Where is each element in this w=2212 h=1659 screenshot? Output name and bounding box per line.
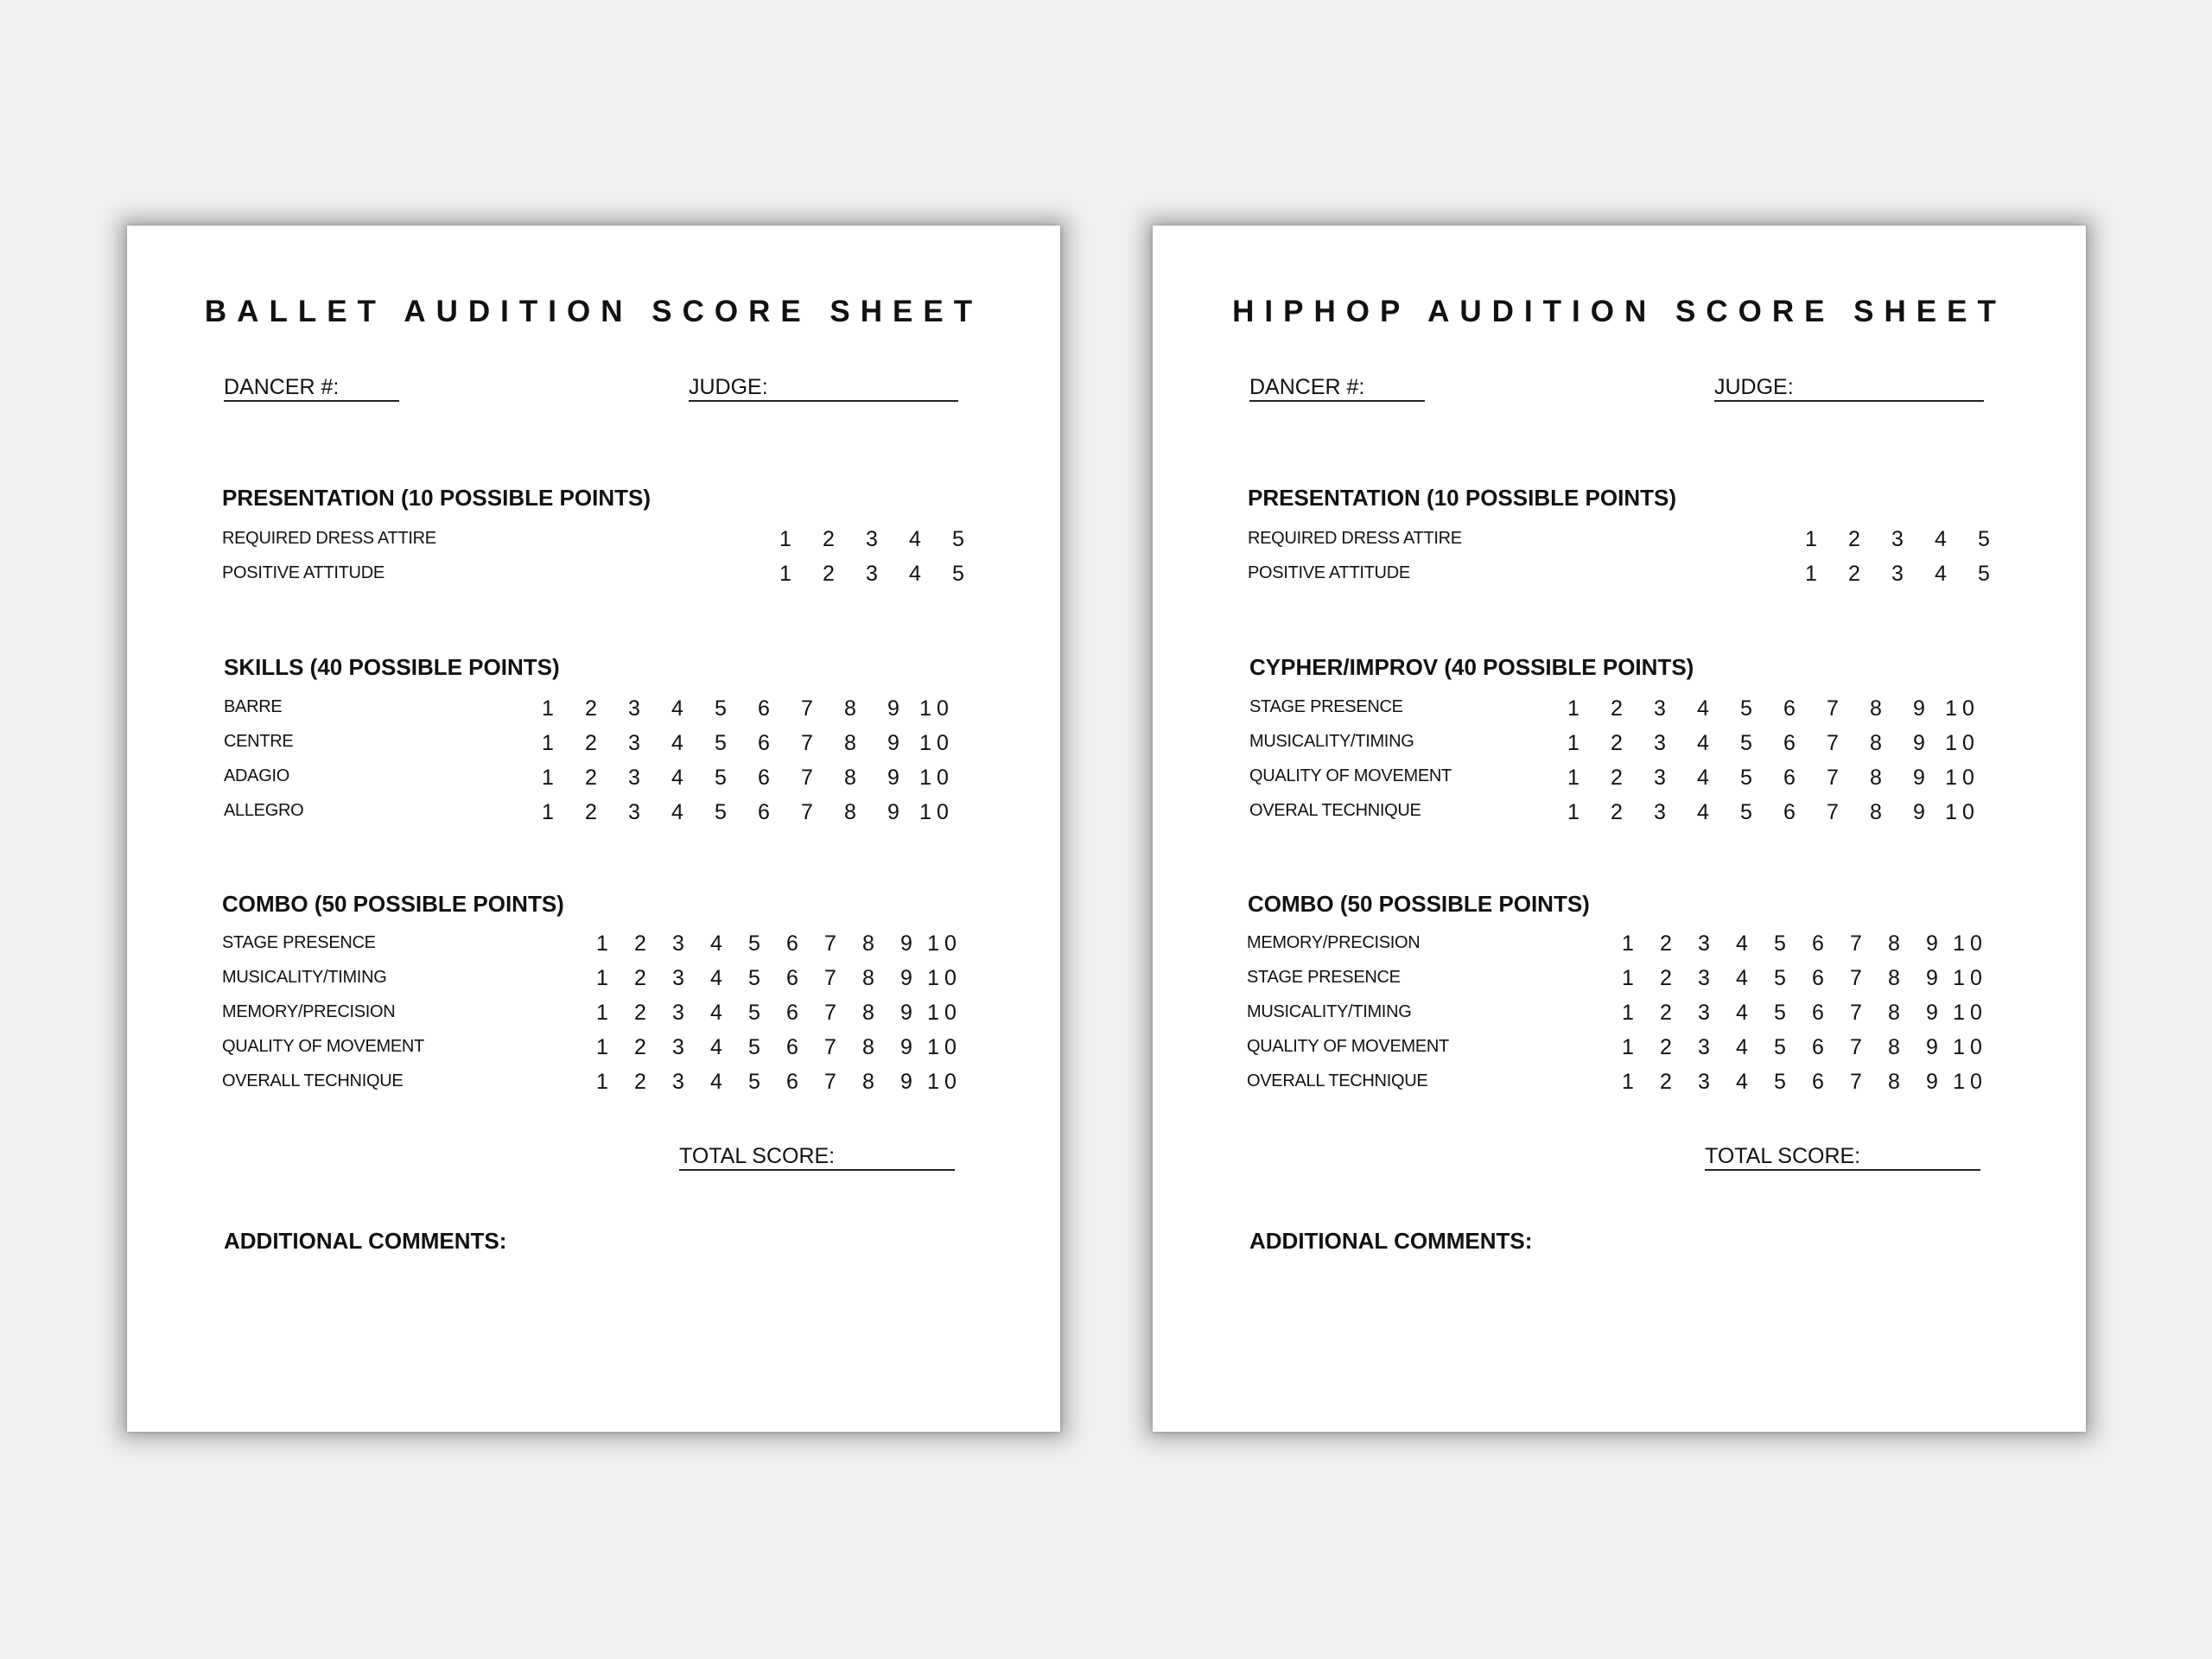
score-option[interactable]: 8 [862,1035,874,1059]
score-option[interactable]: 7 [1827,731,1839,755]
score-option[interactable]: 2 [1611,766,1623,790]
score-option[interactable]: 4 [909,562,921,586]
row-label: OVERALL TECHNIQUE [222,1071,404,1090]
additional-comments-area[interactable] [1249,1262,1989,1401]
row-label: STAGE PRESENCE [1249,697,1403,716]
section-heading-presentation: PRESENTATION (10 POSSIBLE POINTS) [1248,485,1676,511]
score-option[interactable]: 1 [596,1001,608,1025]
score-scale-row[interactable] [583,1070,963,1094]
score-option[interactable]: 8 [862,966,874,990]
score-option[interactable]: 3 [1698,931,1710,956]
score-option[interactable]: 8 [1888,931,1900,956]
score-option[interactable]: 5 [952,527,964,551]
score-option[interactable]: 9 [1913,766,1925,790]
judge-label: JUDGE: [689,375,768,399]
score-option[interactable]: 4 [710,1001,722,1025]
score-option[interactable]: 1 [1805,527,1817,551]
score-option[interactable]: 1 [1622,966,1634,990]
score-scale-row[interactable] [526,766,958,790]
judge-field[interactable] [689,374,958,402]
score-scale-row[interactable] [764,527,980,551]
score-option[interactable]: 10 [927,1035,962,1059]
score-option[interactable]: 1 [779,527,791,551]
score-option[interactable]: 2 [1660,1070,1672,1094]
score-option[interactable]: 9 [900,1035,912,1059]
score-option[interactable]: 9 [1913,800,1925,824]
score-option[interactable]: 6 [1783,766,1796,790]
score-option[interactable]: 9 [1926,1070,1938,1094]
score-option[interactable]: 1 [1805,562,1817,586]
score-option[interactable]: 1 [596,931,608,956]
score-option[interactable]: 2 [1848,562,1860,586]
additional-comments-label: ADDITIONAL COMMENTS: [1249,1228,1533,1254]
score-option[interactable]: 4 [710,1035,722,1059]
score-option[interactable]: 7 [824,1070,836,1094]
score-option[interactable]: 8 [1888,1001,1900,1025]
score-option[interactable]: 9 [887,766,899,790]
score-option[interactable]: 8 [1888,1070,1900,1094]
score-option[interactable]: 5 [1740,731,1752,755]
score-option[interactable]: 8 [862,1001,874,1025]
score-option[interactable]: 10 [1953,931,1987,956]
score-option[interactable]: 5 [1740,800,1752,824]
score-option[interactable]: 2 [585,696,597,721]
score-option[interactable]: 5 [952,562,964,586]
score-scale-row[interactable] [1609,966,1989,990]
score-option[interactable]: 10 [919,766,954,790]
score-option[interactable]: 5 [1978,527,1990,551]
score-option[interactable]: 9 [900,1070,912,1094]
score-scale-row[interactable] [1789,527,2005,551]
score-option[interactable]: 8 [844,766,856,790]
score-option[interactable]: 10 [1953,1070,1987,1094]
score-scale-row[interactable] [1552,800,1984,824]
score-option[interactable]: 5 [1774,966,1786,990]
score-option[interactable]: 1 [542,696,554,721]
row-label: QUALITY OF MOVEMENT [1249,766,1452,785]
score-option[interactable]: 9 [900,1001,912,1025]
score-option[interactable]: 5 [748,966,760,990]
score-option[interactable]: 8 [1870,766,1882,790]
score-option[interactable]: 2 [823,527,835,551]
score-option[interactable]: 5 [1774,931,1786,956]
score-scale-row[interactable] [1552,731,1984,755]
score-option[interactable]: 2 [634,1070,646,1094]
score-scale-row[interactable] [1552,696,1984,721]
score-option[interactable]: 4 [1697,766,1709,790]
row-label: POSITIVE ATTITUDE [1248,563,1410,582]
score-option[interactable]: 7 [1827,696,1839,721]
judge-field[interactable] [1714,374,1984,402]
score-option[interactable]: 7 [1850,931,1862,956]
score-option[interactable]: 9 [887,696,899,721]
score-option[interactable]: 3 [672,1001,684,1025]
score-option[interactable]: 10 [919,696,954,721]
score-option[interactable]: 7 [1827,800,1839,824]
score-option[interactable]: 4 [1935,562,1947,586]
score-option[interactable]: 2 [585,731,597,755]
score-option[interactable]: 7 [1850,1070,1862,1094]
score-option[interactable]: 4 [1736,931,1748,956]
score-option[interactable]: 3 [628,800,640,824]
page-title: HIPHOP AUDITION SCORE SHEET [1232,295,2006,328]
score-option[interactable]: 9 [1926,1035,1938,1059]
score-scale-row[interactable] [764,562,980,586]
score-option[interactable]: 4 [1935,527,1947,551]
score-option[interactable]: 2 [1660,966,1672,990]
score-option[interactable]: 9 [900,931,912,956]
score-option[interactable]: 2 [1660,1001,1672,1025]
section-heading-combo: COMBO (50 POSSIBLE POINTS) [1248,891,1590,917]
score-option[interactable]: 5 [1774,1070,1786,1094]
score-option[interactable]: 9 [1926,966,1938,990]
score-option[interactable]: 2 [1611,731,1623,755]
score-option[interactable]: 10 [1945,800,1980,824]
additional-comments-area[interactable] [224,1262,963,1401]
score-option[interactable]: 8 [862,1070,874,1094]
score-option[interactable]: 3 [1654,766,1666,790]
score-scale-row[interactable] [1609,1035,1989,1059]
score-option[interactable]: 2 [1848,527,1860,551]
score-option[interactable]: 4 [710,966,722,990]
score-option[interactable]: 5 [1774,1001,1786,1025]
score-option[interactable]: 10 [919,731,954,755]
score-option[interactable]: 4 [909,527,921,551]
score-option[interactable]: 5 [748,1070,760,1094]
hiphop-score-sheet [1153,226,2086,1432]
score-option[interactable]: 1 [779,562,791,586]
row-label: STAGE PRESENCE [222,933,376,952]
score-option[interactable]: 10 [1945,696,1980,721]
section-heading-cypher-improv: CYPHER/IMPROV (40 POSSIBLE POINTS) [1249,654,1694,680]
score-option[interactable]: 8 [844,800,856,824]
row-label: MUSICALITY/TIMING [222,968,387,987]
score-option[interactable]: 5 [1740,766,1752,790]
total-score-field[interactable] [1705,1143,1980,1171]
score-option[interactable]: 6 [1812,1070,1824,1094]
score-option[interactable]: 5 [715,800,727,824]
score-option[interactable]: 10 [1953,966,1987,990]
score-option[interactable]: 6 [758,800,770,824]
score-option[interactable]: 6 [786,931,798,956]
score-option[interactable]: 5 [748,1001,760,1025]
score-option[interactable]: 10 [1953,1035,1987,1059]
total-score-field[interactable] [679,1143,955,1171]
score-option[interactable]: 6 [1812,1035,1824,1059]
score-option[interactable]: 3 [1891,562,1904,586]
score-option[interactable]: 3 [1891,527,1904,551]
score-option[interactable]: 6 [1812,966,1824,990]
score-option[interactable]: 2 [823,562,835,586]
score-option[interactable]: 10 [1953,1001,1987,1025]
score-option[interactable]: 4 [1697,731,1709,755]
score-option[interactable]: 3 [628,696,640,721]
score-option[interactable]: 4 [671,731,683,755]
score-option[interactable]: 4 [1736,966,1748,990]
score-scale-row[interactable] [583,966,963,990]
score-option[interactable]: 6 [786,1070,798,1094]
score-scale-row[interactable] [583,1001,963,1025]
score-scale-row[interactable] [1609,1001,1989,1025]
score-option[interactable]: 9 [1926,1001,1938,1025]
score-option[interactable]: 1 [1622,931,1634,956]
score-scale-row[interactable] [1552,766,1984,790]
dancer-number-field[interactable] [224,374,399,402]
score-option[interactable]: 6 [1783,731,1796,755]
score-option[interactable]: 7 [801,800,813,824]
score-option[interactable]: 8 [1888,966,1900,990]
score-option[interactable]: 1 [542,766,554,790]
score-scale-row[interactable] [1609,931,1989,956]
score-option[interactable]: 7 [824,966,836,990]
score-option[interactable]: 1 [596,966,608,990]
score-option[interactable]: 5 [1740,696,1752,721]
score-option[interactable]: 8 [844,696,856,721]
additional-comments-label: ADDITIONAL COMMENTS: [224,1228,507,1254]
score-option[interactable]: 6 [758,766,770,790]
score-option[interactable]: 3 [1698,1070,1710,1094]
score-option[interactable]: 8 [862,931,874,956]
dancer-number-label: DANCER #: [224,375,340,399]
dancer-number-label: DANCER #: [1249,375,1365,399]
row-label: OVERALL TECHNIQUE [1247,1071,1428,1090]
row-label: ADAGIO [224,766,289,785]
dancer-number-field[interactable] [1249,374,1425,402]
score-scale-row[interactable] [526,800,958,824]
score-scale-row[interactable] [583,1035,963,1059]
score-option[interactable]: 4 [1736,1001,1748,1025]
score-option[interactable]: 7 [1850,966,1862,990]
score-option[interactable]: 10 [919,800,954,824]
score-scale-row[interactable] [1789,562,2005,586]
row-label: MEMORY/PRECISION [1247,933,1421,952]
score-option[interactable]: 7 [1827,766,1839,790]
score-option[interactable]: 2 [1611,800,1623,824]
row-label: REQUIRED DRESS ATTIRE [1248,529,1462,548]
score-option[interactable]: 4 [671,696,683,721]
row-label: POSITIVE ATTITUDE [222,563,385,582]
score-option[interactable]: 2 [634,931,646,956]
score-scale-row[interactable] [526,731,958,755]
score-option[interactable]: 3 [1698,1001,1710,1025]
score-option[interactable]: 1 [1567,731,1580,755]
score-option[interactable]: 1 [1622,1001,1634,1025]
score-option[interactable]: 1 [542,731,554,755]
score-option[interactable]: 5 [748,1035,760,1059]
section-heading-skills: SKILLS (40 POSSIBLE POINTS) [224,654,560,680]
score-option[interactable]: 7 [824,1035,836,1059]
score-option[interactable]: 6 [786,1035,798,1059]
score-option[interactable]: 1 [596,1035,608,1059]
score-option[interactable]: 2 [585,766,597,790]
score-option[interactable]: 3 [1654,800,1666,824]
row-label: MEMORY/PRECISION [222,1002,396,1021]
score-option[interactable]: 5 [715,731,727,755]
score-option[interactable]: 3 [672,966,684,990]
score-option[interactable]: 7 [801,731,813,755]
score-option[interactable]: 4 [1697,800,1709,824]
score-option[interactable]: 3 [866,527,878,551]
score-option[interactable]: 1 [542,800,554,824]
score-option[interactable]: 6 [758,731,770,755]
score-option[interactable]: 6 [758,696,770,721]
score-scale-row[interactable] [526,696,958,721]
score-option[interactable]: 2 [585,800,597,824]
score-option[interactable]: 10 [927,1070,962,1094]
score-option[interactable]: 5 [715,766,727,790]
score-option[interactable]: 3 [1654,696,1666,721]
score-option[interactable]: 1 [596,1070,608,1094]
score-option[interactable]: 9 [1913,731,1925,755]
score-option[interactable]: 9 [900,966,912,990]
score-option[interactable]: 4 [1736,1070,1748,1094]
score-option[interactable]: 7 [801,696,813,721]
score-option[interactable]: 3 [1654,731,1666,755]
score-option[interactable]: 8 [1870,696,1882,721]
score-option[interactable]: 3 [672,1035,684,1059]
score-option[interactable]: 3 [866,562,878,586]
score-option[interactable]: 6 [1812,931,1824,956]
score-scale-row[interactable] [583,931,963,956]
score-option[interactable]: 8 [844,731,856,755]
score-option[interactable]: 9 [887,800,899,824]
ballet-score-sheet [127,226,1060,1432]
score-option[interactable]: 1 [1567,766,1580,790]
judge-label: JUDGE: [1714,375,1794,399]
score-option[interactable]: 4 [671,766,683,790]
score-option[interactable]: 10 [1945,766,1980,790]
score-option[interactable]: 2 [1660,931,1672,956]
score-option[interactable]: 5 [1774,1035,1786,1059]
section-heading-combo: COMBO (50 POSSIBLE POINTS) [222,891,564,917]
score-option[interactable]: 5 [748,931,760,956]
score-option[interactable]: 9 [1913,696,1925,721]
row-label: ALLEGRO [224,801,304,820]
score-option[interactable]: 3 [1698,966,1710,990]
score-option[interactable]: 10 [927,966,962,990]
row-label: QUALITY OF MOVEMENT [1247,1037,1449,1056]
row-label: OVERAL TECHNIQUE [1249,801,1421,820]
score-option[interactable]: 1 [1567,800,1580,824]
score-option[interactable]: 2 [1611,696,1623,721]
score-option[interactable]: 2 [634,966,646,990]
score-option[interactable]: 5 [715,696,727,721]
score-option[interactable]: 1 [1567,696,1580,721]
score-option[interactable]: 8 [1888,1035,1900,1059]
score-option[interactable]: 4 [1736,1035,1748,1059]
row-label: REQUIRED DRESS ATTIRE [222,529,436,548]
score-option[interactable]: 2 [634,1001,646,1025]
score-option[interactable]: 5 [1978,562,1990,586]
score-option[interactable]: 8 [1870,731,1882,755]
score-option[interactable]: 7 [824,931,836,956]
score-option[interactable]: 10 [1945,731,1980,755]
row-label: BARRE [224,697,283,716]
score-option[interactable]: 6 [1812,1001,1824,1025]
score-option[interactable]: 7 [1850,1001,1862,1025]
score-option[interactable]: 7 [801,766,813,790]
score-option[interactable]: 6 [1783,800,1796,824]
score-option[interactable]: 4 [671,800,683,824]
row-label: CENTRE [224,732,294,751]
score-option[interactable]: 10 [927,931,962,956]
score-option[interactable]: 1 [1622,1035,1634,1059]
row-label: STAGE PRESENCE [1247,968,1401,987]
score-option[interactable]: 1 [1622,1070,1634,1094]
score-option[interactable]: 7 [824,1001,836,1025]
score-option[interactable]: 3 [628,731,640,755]
score-scale-row[interactable] [1609,1070,1989,1094]
score-option[interactable]: 3 [672,931,684,956]
score-option[interactable]: 7 [1850,1035,1862,1059]
score-option[interactable]: 3 [628,766,640,790]
score-option[interactable]: 2 [1660,1035,1672,1059]
score-option[interactable]: 4 [1697,696,1709,721]
score-option[interactable]: 6 [786,1001,798,1025]
section-heading-presentation: PRESENTATION (10 POSSIBLE POINTS) [222,485,651,511]
score-option[interactable]: 3 [1698,1035,1710,1059]
score-option[interactable]: 4 [710,931,722,956]
page-title: BALLET AUDITION SCORE SHEET [204,295,983,328]
score-option[interactable]: 2 [634,1035,646,1059]
row-label: QUALITY OF MOVEMENT [222,1037,424,1056]
score-option[interactable]: 3 [672,1070,684,1094]
score-option[interactable]: 8 [1870,800,1882,824]
score-option[interactable]: 6 [1783,696,1796,721]
score-option[interactable]: 10 [927,1001,962,1025]
score-option[interactable]: 9 [1926,931,1938,956]
score-option[interactable]: 6 [786,966,798,990]
score-option[interactable]: 9 [887,731,899,755]
row-label: MUSICALITY/TIMING [1247,1002,1412,1021]
row-label: MUSICALITY/TIMING [1249,732,1414,751]
total-score-label: TOTAL SCORE: [1705,1144,1861,1168]
score-option[interactable]: 4 [710,1070,722,1094]
total-score-label: TOTAL SCORE: [679,1144,836,1168]
